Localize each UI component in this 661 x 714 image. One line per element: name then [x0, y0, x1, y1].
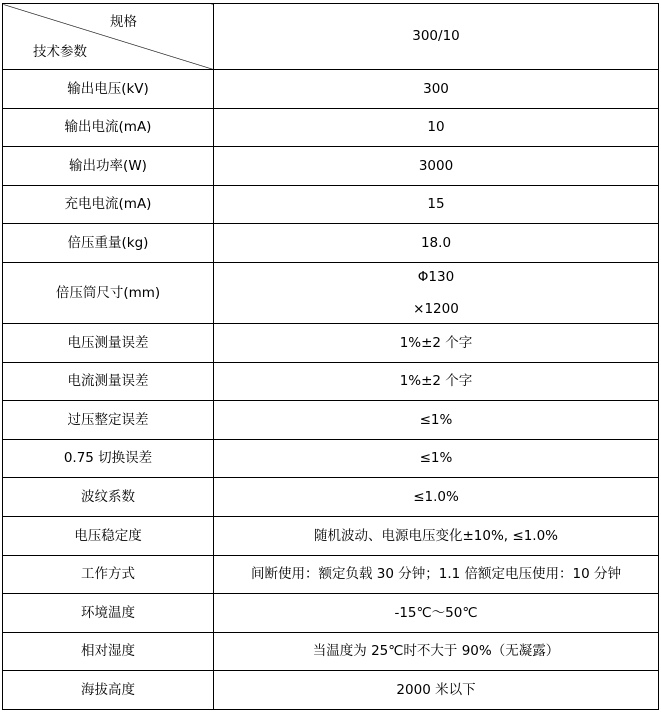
value-cell: ≤1.0%: [214, 478, 659, 517]
value-cell: 300: [214, 70, 659, 109]
param-cell: 输出电流(mA): [3, 108, 214, 147]
header-diagonal-cell: [3, 4, 214, 70]
param-cell: 电压测量误差: [3, 323, 214, 362]
param-cell: 工作方式: [3, 555, 214, 594]
table-row: [3, 516, 659, 555]
value-cell: ≤1%: [214, 401, 659, 440]
table-row: [3, 147, 659, 186]
table-row: [3, 439, 659, 478]
table-row: [3, 323, 659, 362]
param-cell: 相对湿度: [3, 632, 214, 671]
param-cell: 海拔高度: [3, 671, 214, 710]
param-cell: 充电电流(mA): [3, 185, 214, 224]
param-cell: 电流测量误差: [3, 362, 214, 401]
table-row: [3, 594, 659, 633]
value-cell: 当温度为 25℃时不大于 90%（无凝露）: [214, 632, 659, 671]
param-cell: 波纹系数: [3, 478, 214, 517]
table-row: [3, 262, 659, 323]
model-header-cell: 300/10: [214, 4, 659, 70]
spec-table: [2, 3, 659, 710]
value-cell: 1%±2 个字: [214, 323, 659, 362]
param-cell: 0.75 切换误差: [3, 439, 214, 478]
length-value: ×1200: [413, 300, 459, 317]
param-cell: 环境温度: [3, 594, 214, 633]
spec-header-label: 规格: [110, 14, 137, 30]
value-cell: 3000: [214, 147, 659, 186]
param-cell: 电压稳定度: [3, 516, 214, 555]
value-cell: ≤1%: [214, 439, 659, 478]
value-cell: 随机波动、电源电压变化±10%, ≤1.0%: [214, 516, 659, 555]
value-cell: 间断使用：额定负载 30 分钟；1.1 倍额定电压使用：10 分钟: [214, 555, 659, 594]
value-cell: 2000 米以下: [214, 671, 659, 710]
value-cell: 18.0: [214, 224, 659, 263]
value-cell: 10: [214, 108, 659, 147]
param-cell: 倍压筒尺寸(mm): [3, 262, 214, 323]
table-row: [3, 108, 659, 147]
table-row: [3, 70, 659, 109]
value-cell: 15: [214, 185, 659, 224]
value-cell: -15℃～50℃: [214, 594, 659, 633]
param-cell: 输出功率(W): [3, 147, 214, 186]
table-row: [3, 185, 659, 224]
table-row: [3, 555, 659, 594]
diameter-value: Φ130: [417, 268, 455, 285]
table-row: [3, 478, 659, 517]
table-row: [3, 671, 659, 710]
table-row: [3, 401, 659, 440]
value-cell: 1%±2 个字: [214, 362, 659, 401]
param-cell: 倍压重量(kg): [3, 224, 214, 263]
table-header-row: [3, 4, 659, 70]
param-cell: 过压整定误差: [3, 401, 214, 440]
param-header-label: 技术参数: [33, 44, 87, 60]
table-row: [3, 224, 659, 263]
table-row: [3, 362, 659, 401]
param-cell: 输出电压(kV): [3, 70, 214, 109]
table-row: [3, 632, 659, 671]
value-cell: [214, 262, 659, 323]
